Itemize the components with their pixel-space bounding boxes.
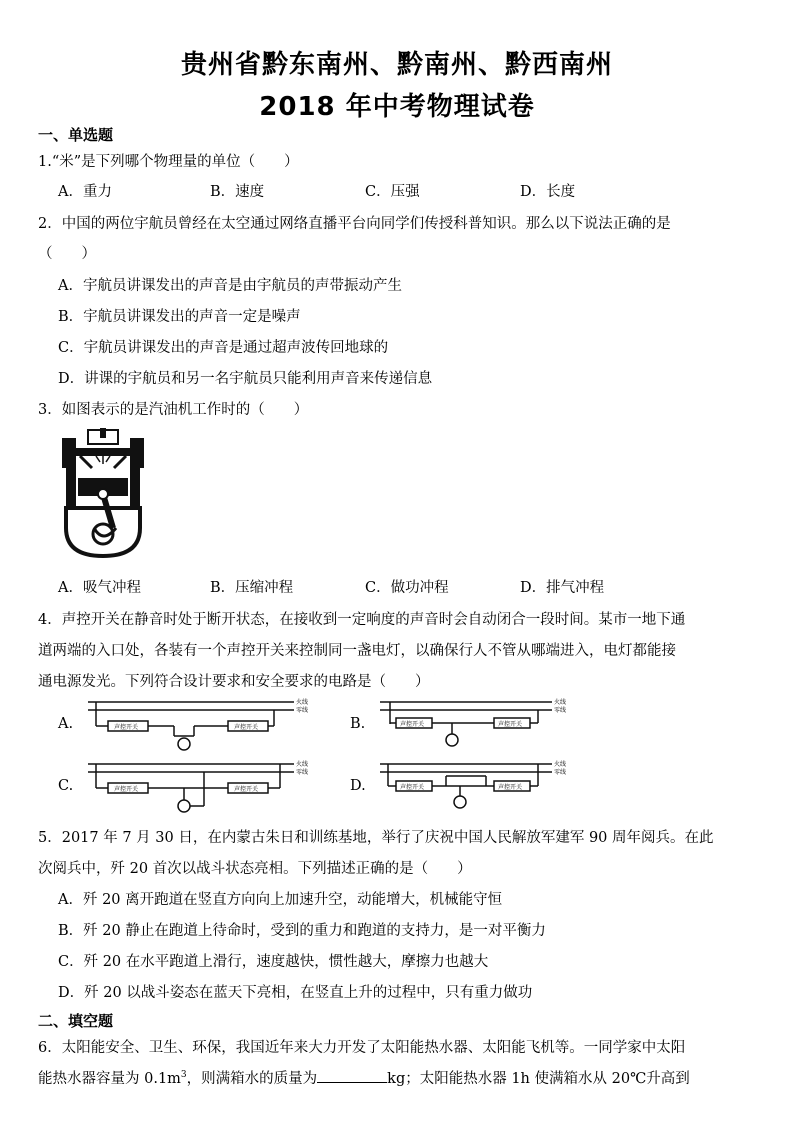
question-3-stem: 3．如图表示的是汽油机工作时的（ ） — [38, 402, 309, 418]
q2-option-c[interactable]: C．宇航员讲课发出的声音是通过超声波传回地球的 — [58, 340, 389, 356]
live-wire-label-d: 火线 — [554, 761, 567, 768]
circuit-diagram-c — [84, 758, 314, 820]
question-6-stem-cont — [38, 1067, 690, 1088]
circuit-diagram-a — [84, 696, 314, 758]
q5-option-a[interactable]: A．歼 20 离开跑道在竖直方向向上加速升空，动能增大，机械能守恒 — [58, 892, 503, 908]
switch-label-a1: 声控开关 — [114, 724, 139, 731]
question-4-stem-cont1: 道两端的入口处，各装有一个声控开关来控制同一盏电灯，以确保行人不管从哪端进入，电灯都能接 — [38, 643, 676, 659]
q6-answer-blank[interactable] — [317, 1068, 387, 1083]
q6-superscript: 3 — [180, 1070, 187, 1081]
switch-label-c1: 声控开关 — [114, 786, 139, 793]
switch-label-b1: 声控开关 — [400, 721, 425, 728]
q2-option-a[interactable]: A．宇航员讲课发出的声音是由宇航员的声带振动产生 — [58, 278, 402, 294]
question-2-stem-cont: （ ） — [38, 246, 96, 262]
q1-option-a[interactable]: A．重力 — [58, 184, 112, 200]
switch-label-b2: 声控开关 — [498, 721, 523, 728]
switch-label-c2: 声控开关 — [234, 786, 259, 793]
question-4-stem-cont2: 通电源发光。下列符合设计要求和安全要求的电路是（ ） — [38, 674, 430, 690]
q5-option-b[interactable]: B．歼 20 静止在跑道上待命时，受到的重力和跑道的支持力，是一对平衡力 — [58, 923, 546, 939]
engine-diagram — [58, 428, 148, 560]
q1-option-b[interactable]: B．速度 — [210, 184, 265, 200]
question-2-stem: 2．中国的两位宇航员曾经在太空通过网络直播平台向同学们传授科普知识。那么以下说法正确的是 — [38, 216, 671, 232]
question-1-stem: 1.“米”是下列哪个物理量的单位（ ） — [38, 154, 299, 170]
q3-option-d[interactable]: D．排气冲程 — [520, 580, 605, 596]
neutral-wire-label-b: 零线 — [554, 707, 567, 714]
section-heading-fill-blank: 二、填空题 — [38, 1012, 114, 1030]
q3-option-b[interactable]: B．压缩冲程 — [210, 580, 294, 596]
page-title: 贵州省黔东南州、黔南州、黔西南州 — [180, 50, 613, 80]
question-5-stem: 5．2017 年 7 月 30 日，在内蒙古朱日和训练基地，举行了庆祝中国人民解放军建军 90 周年阅兵。在此 — [38, 830, 714, 846]
q6-text-part2: ，则满箱水的质量为 — [186, 1071, 318, 1087]
q4-option-a[interactable]: A. — [58, 716, 74, 732]
q4-option-d[interactable]: D. — [350, 778, 366, 794]
live-wire-label-c: 火线 — [296, 761, 309, 768]
q6-text-part1: 能热水器容量为 0.1m — [38, 1071, 181, 1087]
question-6-stem: 6．太阳能安全、卫生、环保，我国近年来大力开发了太阳能热水器、太阳能飞机等。一同学家中太阳 — [38, 1040, 686, 1056]
question-5-stem-cont: 次阅兵中，歼 20 首次以战斗状态亮相。下列描述正确的是（ ） — [38, 861, 472, 877]
q5-option-d[interactable]: D．歼 20 以战斗姿态在蓝天下亮相，在竖直上升的过程中，只有重力做功 — [58, 985, 533, 1001]
live-wire-label-b: 火线 — [554, 699, 567, 706]
q3-option-a[interactable]: A．吸气冲程 — [58, 580, 141, 596]
section-heading-single-choice: 一、单选题 — [38, 126, 114, 144]
neutral-wire-label-c: 零线 — [296, 769, 309, 776]
q6-text-part3: kg；太阳能热水器 1h 使满箱水从 20℃升高到 — [387, 1071, 690, 1087]
q5-option-c[interactable]: C．歼 20 在水平跑道上滑行，速度越快，惯性越大，摩擦力也越大 — [58, 954, 489, 970]
q1-option-d[interactable]: D．长度 — [520, 184, 576, 200]
q1-option-c[interactable]: C．压强 — [365, 184, 420, 200]
question-4-stem: 4．声控开关在静音时处于断开状态，在接收到一定响度的声音时会自动闭合一段时间。某市一地下通 — [38, 612, 686, 628]
page-subtitle: 2018 年中考物理试卷 — [259, 92, 535, 122]
neutral-wire-label-a: 零线 — [296, 707, 309, 714]
live-wire-label-a: 火线 — [296, 699, 309, 706]
q2-option-d[interactable]: D．讲课的宇航员和另一名宇航员只能利用声音来传递信息 — [58, 371, 433, 387]
q4-option-b[interactable]: B. — [350, 716, 366, 732]
switch-label-a2: 声控开关 — [234, 724, 259, 731]
q3-option-c[interactable]: C．做功冲程 — [365, 580, 449, 596]
neutral-wire-label-d: 零线 — [554, 769, 567, 776]
switch-label-d2: 声控开关 — [498, 784, 523, 791]
q4-option-c[interactable]: C. — [58, 778, 74, 794]
circuit-diagram-d — [376, 758, 576, 816]
q2-option-b[interactable]: B．宇航员讲课发出的声音一定是噪声 — [58, 309, 301, 325]
switch-label-d1: 声控开关 — [400, 784, 425, 791]
circuit-diagram-b — [376, 696, 576, 754]
